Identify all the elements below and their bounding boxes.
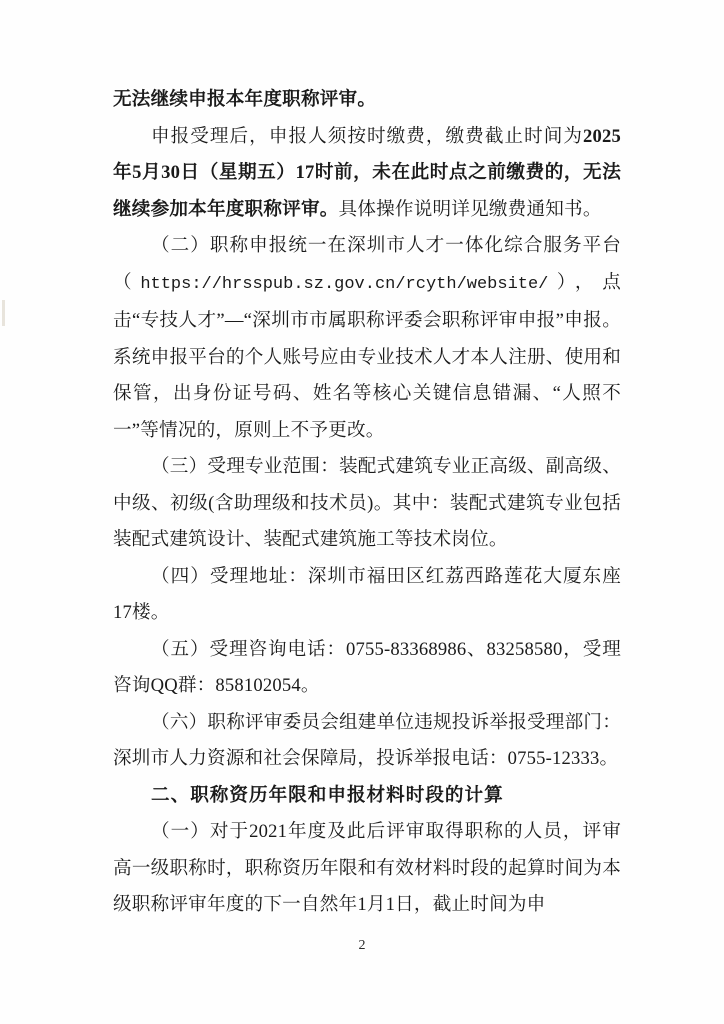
platform-url: https://hrsspub.sz.gov.cn/rcyth/website/ (140, 274, 549, 294)
paragraph-complaints: （六）职称评审委员会组建单位违规投诉举报受理部门：深圳市人力资源和社会保障局，投诉举报电话：0755-12333。 (113, 711, 621, 769)
paragraph-phone: （五）受理咨询电话：0755-83368986、83258580，受理咨询QQ群：858102054。 (113, 638, 621, 696)
paragraph-professional-scope: （三）受理专业范围：装配式建筑专业正高级、副高级、中级、初级(含助理级和技术员)。其中：装配式建筑专业包括装配式建筑设计、装配式建筑施工等技术岗位。 (113, 456, 621, 550)
page-number: 2 (358, 938, 366, 953)
platform-text-after: ），点击“专技人才”—“深圳市市属职称评委会职称评审申报”申报。系统申报平台的个人账号应由专业技术人才本人注册、使用和保管，出身份证号码、姓名等核心关键信息错漏、“人照不一”等情况的，原则上不予更改。 (113, 271, 621, 441)
payment-outro: 具体操作说明详见缴费通知书。 (338, 198, 602, 220)
paragraph-address: （四）受理地址：深圳市福田区红荔西路莲花大厦东座17楼。 (113, 565, 621, 623)
document-body (113, 82, 621, 924)
page-edge-artifact (2, 300, 5, 326)
paragraph-platform (113, 228, 621, 449)
payment-intro: 申报受理后，申报人须按时缴费，缴费截止时间为 (151, 125, 583, 147)
payment-deadline-bold: 2025年5月30日（星期五）17时前，未在此时点之前缴费的，无法继续参加本年度职称评审。 (113, 125, 621, 220)
paragraph-year-calculation: （一）对于2021年度及此后评审取得职称的人员，评审高一级职称时，职称资历年限和有效材料时段的起算时间为本级职称评审年度的下一自然年1月1日，截止时间为申 (113, 821, 621, 915)
section-heading-two: 二、职称资历年限和申报材料时段的计算 (151, 784, 504, 806)
paragraph-continuation-bold: 无法继续申报本年度职称评审。 (113, 89, 377, 110)
platform-text-before: （二）职称申报统一在深圳市人才一体化综合服务平台（ (113, 235, 621, 293)
paragraph-payment-deadline (113, 119, 621, 229)
